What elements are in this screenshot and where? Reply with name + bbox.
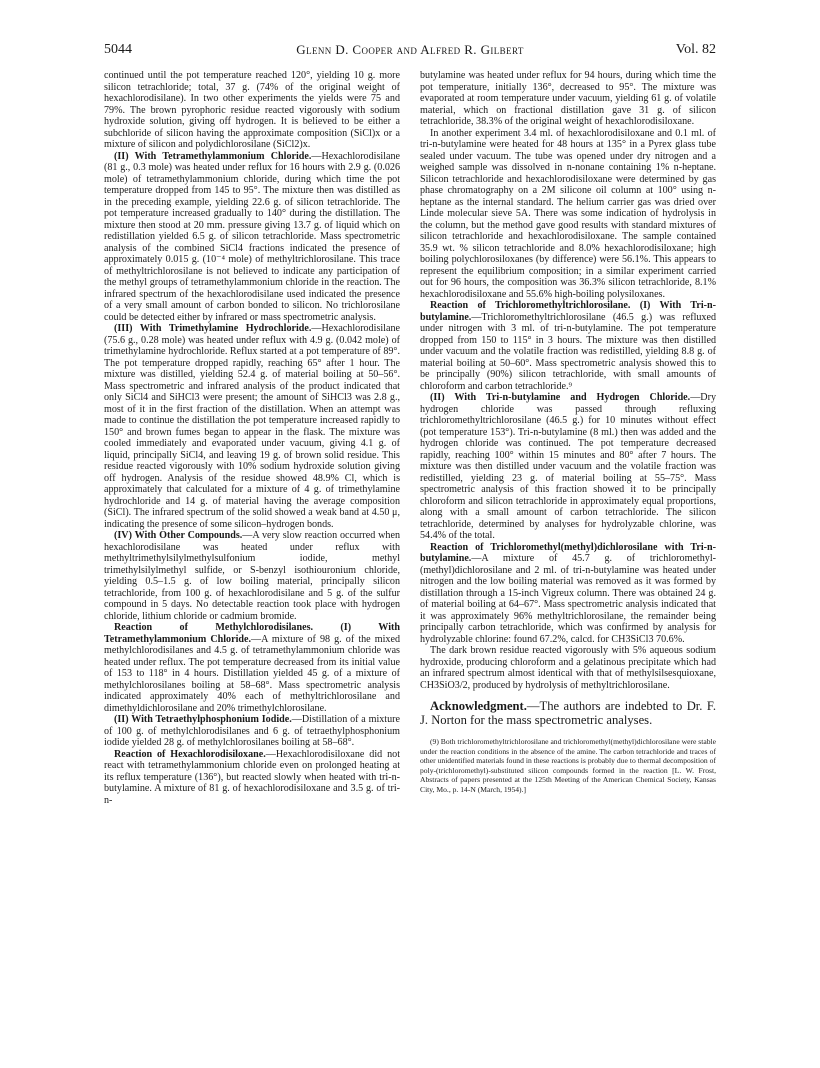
paragraph-body: —A mixture of 45.7 g. of trichloromethyl-(methyl)dichlorosilane and 2 ml. of tri-n-butylamine was heated under nitrogen and the low boiling material was removed as it was formed by distillation through a 15-inch Vigreux column. There was obtained 24 g. of material boiling at 64–67°. Mass spectrometric analysis indicated that it was approximately 96% methyltrichlorosilane, the remainder being principally carbon tetrachloride, which was confirmed by analysis for hydrolyzable chlorine: found 67.2%, calcd. for CH3SiCl3 70.6%. [420,553,716,645]
page-number: 5044 [104,42,132,57]
section-heading: (III) With Trimethylamine Hydrochloride. [114,323,312,334]
paragraph: continued until the pot temperature reached 120°, yielding 10 g. more silicon tetrachloride; total, 37 g. (74% of the original weight of hexachlorodisilane). In two other experiments the yields were 75 and 79%. The brown pyrophoric residue reacted vigorously with sodium hydroxide solution, giving off hydrogen. It is believed to be either a subchloride of silicon having the approximate composition (SiCl)x or a mixture of silicon and polydichlorosilane (SiCl2)x. [104,70,400,150]
paragraph: butylamine was heated under reflux for 94 hours, during which time the pot temperature, initially 136°, decreased to 95°. The mixture was evaporated at room temperature under vacuum, yielding 61 g. of volatile material, which on fractional distillation gave 31 g. of silicon tetrachloride, 38.3% of the original weight of hexachlorodisiloxane. [420,70,716,127]
paragraph [104,151,400,324]
paragraph [104,749,400,807]
paragraph [420,392,716,542]
paragraph-body: —Distillation of a mixture of 100 g. of methylchlorodisilanes and 6 g. of tetraethylphosphonium iodide yielded 28 g. of methylchlorosilanes boiling at 58–68°. [104,714,400,748]
footnote: (9) Both trichloromethyltrichlorosilane and trichloromethyl(methyl)dichlorosilane were stable under the reaction conditions in the absence of the amine. The carbon tetrachloride and traces of other unidentified materials found in these reactions is probably due to thermal decomposition of poly-(trichloromethyl)-substituted silicon compounds formed in the reaction [L. W. Frost, Abstracts of papers presented at the 125th Meeting of the American Chemical Society, Kansas City, Mo., p. 14-N (March, 1954).] [420,737,716,794]
paragraph [104,323,400,530]
section-heading: Reaction of Trichloromethyl(methyl)dichlorosilane with Tri-n-butylamine. [420,541,716,564]
paragraph-body: —Hexachlorodisilane (81 g., 0.3 mole) was heated under reflux for 16 hours with 2.9 g. (0.026 mole) of tetramethylammonium chloride, during which time the pot temperature dropped from 145 to 95°. The mixture then was distilled as in the preceding example, yielding 22.6 g. of silicon tetrachloride. The pot temperature increased gradually to 140° during the distillation. The mixture then stood at 20 mm. pressure giving 13.7 g. of liquid which on redistillation yielded 6.5 g. of silicon tetrachloride. Mass spectrometric analysis of the combined SiCl4 fractions indicated the presence of approximately 0.015 g. (10⁻⁴ mole) of methyltrichlorosilane. This trace of methyltrichlorosilane is not believed to indicate any participation of the methyl groups of tetramethylammonium chloride in the reaction. The infrared spectrum of the hexachlorodisilane used indicated the presence of a very small amount of carbon bonded to silicon. No trichlorosilane could be detected either by infrared or mass spectrometric analysis. [104,150,400,323]
paragraph [420,300,716,392]
page-header [104,42,716,60]
acknowledgment-body: —The authors are indebted to Dr. F. J. Norton for the mass spectrometric analyses. [420,699,716,727]
paragraph [104,530,400,622]
section-heading: (II) With Tri-n-butylamine and Hydrogen Chloride. [430,392,691,403]
acknowledgment [420,699,716,727]
paragraph: The dark brown residue reacted vigorously with 5% aqueous sodium hydroxide, producing chloroform and a gelatinous precipitate which had an infrared spectrum almost identical with that of methylsilsesquioxane, CH3SiO3/2, produced by hydrolysis of methyltrichlorosilane. [420,645,716,691]
paragraph [104,622,400,714]
section-heading: Reaction of Trichloromethyltrichlorosilane. (I) With Tri-n-butylamine. [420,300,716,323]
section-heading: (IV) With Other Compounds. [114,530,243,541]
paragraph-body: —Trichloromethyltrichlorosilane (46.5 g.) was refluxed under nitrogen with 3 ml. of tri-n-butylamine. The pot temperature dropped from 150 to 115° in 3 hours. The mixture was then distilled under vacuum and the volatile fraction was redistilled, yielding 8.8 g. of material boiling at 50–60°. Mass spectrometric analysis showed this to be principally (90%) silicon tetrachloride, with small amounts of chloroform and carbon tetrachloride.⁹ [420,311,716,392]
paragraph-body: —Hexachlorodisilane (75.6 g., 0.28 mole) was heated under reflux with 4.9 g. (0.042 mole) of trimethylamine hydrochloride. Reflux started at a pot temperature of 89°. The pot temperature dropped rapidly, reaching 65° after 1 hour. The mixture was distilled, yielding 52.4 g. of material boiling at 50–56°. Mass spectrometric and infrared analysis of the product indicated that only SiCl4 and SiHCl3 were present; the amount of SiHCl3 was 2.8 g., most of it in the first fraction of the distillation. When an attempt was made to continue the distillation the pot temperature increased rapidly to 150° and brown fumes began to appear in the flask. The mixture was cooled immediately and evaporated under vacuum, giving 4.1 g. of liquid, principally SiCl4, and leaving 19 g. of brown solid residue. This residue reacted vigorously with 10% sodium hydroxide solution giving off hydrogen. Analysis of the residue showed 48.9% Cl, which is approximately that calculated for a mixture of 4 g. of trimethylamine hydrochloride and 14 g. of material having the average composition (SiCl). The infrared spectrum of the solid showed a weak band at 4.50 μ, indicating the presence of some silicon–hydrogen bonds. [104,323,400,530]
acknowledgment-heading: Acknowledgment. [430,699,527,713]
paragraph-body: —Dry hydrogen chloride was passed through refluxing trichloromethyltrichlorosilane (46.5 g.) for 10 minutes without effect (pot temperature 153°). Tri-n-butylamine (8 ml.) then was added and the hydrogen chloride was continued. The pot temperature decreased rapidly, reaching 100° within 15 minutes and 80° after 7 hours. The mixture was then distilled under vacuum and the volatile fraction was redistilled, yielding 23 g. of material boiling at 55–75°. Mass spectrometric analysis of this fraction showed it to be principally chloroform and silicon tetrachloride in approximately equal proportions, along with a small amount of carbon tetrachloride. The silicon tetrachloride, determined by analyses for hydrolyzable chlorine, was 54.4% of the total. [420,392,716,541]
paragraph-body: —A very slow reaction occurred when hexachlorodisilane was heated under reflux with methyltrimethylsilylmethylsulfonium iodide, methyl trimethylsilylmethyl sulfide, or S-benzyl isothiouronium chloride, yielding 0.5–1.5 g. of low boiling material, principally silicon tetrachloride, from 100 g. of hexachlorodisilane and 5 g. of the sulfur compound in 5 days. No detectable reaction took place with hydrogen chloride, lithium chloride or cadmium bromide. [104,530,400,622]
left-column [104,70,400,806]
paragraph-body: —A mixture of 98 g. of the mixed methylchlorodisilanes and 4.5 g. of tetramethylammonium chloride was heated under reflux. The pot temperature decreased from its initial value of 153 to 118° in 4 hours. Distillation yielded 45 g. of a mixture of methylchlorosilanes boiling at 58–68°. Mass spectrometric analysis indicated approximately 40% each of methyltrichlorosilane and dimethyldichlorosilane and 20% trimethylchlorosilane. [104,633,400,714]
section-heading: Reaction of Methylchlorodisilanes. (I) With Tetramethylammonium Chloride. [104,622,400,645]
section-heading: (II) With Tetraethylphosphonium Iodide. [114,714,292,725]
right-column [420,70,716,795]
paragraph-body: —Hexachlorodisiloxane did not react with tetramethylammonium chloride even on prolonged heating at its reflux temperature (136°), but reacted slowly when heated with tri-n-butylamine. A mixture of 81 g. of hexachlorodisiloxane and 3.5 g. of tri-n- [104,748,400,806]
paragraph [104,714,400,749]
section-heading: Reaction of Hexachlorodisiloxane. [114,748,266,760]
section-heading: (II) With Tetramethylammonium Chloride. [114,150,312,162]
paragraph: In another experiment 3.4 ml. of hexachlorodisiloxane and 0.1 ml. of tri-n-butylamine were heated for 48 hours at 135° in a Pyrex glass tube sealed under vacuum. The tube was opened under dry nitrogen and a weighed sample was dissolved in n-nonane containing 1% n-heptane. Silicon tetrachloride and hexachlorodisiloxane were determined by gas phase chromatography on a 2M silicone oil column at 100° using n-heptane as the internal standard. The helium carrier gas was dried over Linde molecular sieve 5A. There was some indication of hydrolysis in the column, but the method gave good results with standard mixtures of silicon tetrachloride and hexachlorodisiloxane. The sample contained 35.9 wt. % silicon tetrachloride and 8.0% hexachlorodisiloxane; high boiling polychlorosiloxanes (by difference) were 56.1%. This appears to represent the equilibrium composition; in a similar experiment carried out for 96 hours, the composition was 36.3% silicon tetrachloride, 8.1% hexachlorodisiloxane and 55.6% high-boiling polysiloxanes. [420,127,716,300]
running-title: Glenn D. Cooper and Alfred R. Gilbert [296,42,524,57]
volume-label: Vol. 82 [675,42,716,57]
paragraph [420,542,716,646]
